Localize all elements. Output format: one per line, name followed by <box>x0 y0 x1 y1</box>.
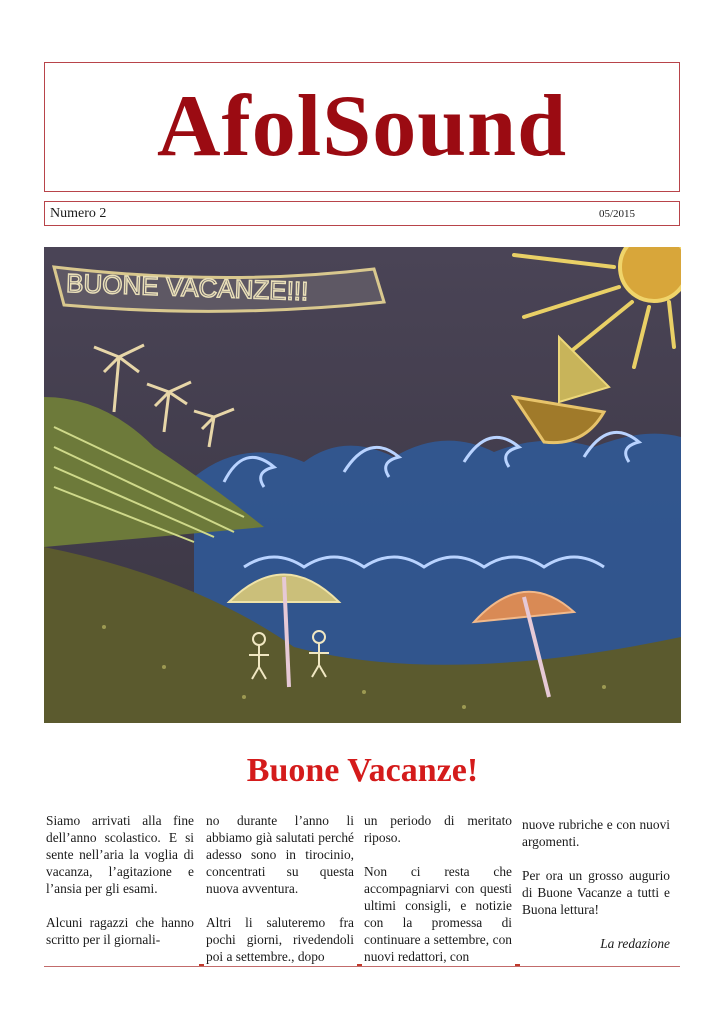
bottom-rule <box>44 966 680 967</box>
paragraph: Altri li saluteremo fra pochi giorni, rivedendoli poi a settembre., dopo <box>206 915 354 964</box>
article-column-4 <box>522 816 670 952</box>
paragraph: Per ora un grosso augurio di Buone Vacanze a tutti e Buona lettura! <box>522 868 670 917</box>
masthead <box>44 62 680 192</box>
chalkboard-illustration <box>44 247 681 723</box>
issue-date: 05/2015 <box>598 207 635 220</box>
article-headline: Buone Vacanze! <box>246 752 479 789</box>
banner-text: BUONE VACANZE!!! <box>65 267 309 307</box>
newspaper-title: AfolSound <box>156 78 568 175</box>
sun <box>620 247 681 301</box>
paragraph: un periodo di meritato riposo. <box>364 813 512 845</box>
paragraph: Siamo arrivati alla fine dell’anno scolastico. E si sente nell’aria la voglia di vacanza, l’agitazione e l’ansia per gli esami. <box>46 813 194 896</box>
paragraph: no durante l’anno li abbiamo già salutati perché adesso sono in tirocinio, concentrati su questa nuova avventura. <box>206 813 354 896</box>
paragraph: Non ci resta che accompagniarvi con questi ultimi consigli, e notizie con la promessa di continuare a settembre, con nuovi redattori, con <box>364 864 512 964</box>
article-column-1 <box>46 812 194 948</box>
issue-bar <box>44 201 680 226</box>
signature: La redazione <box>600 936 670 951</box>
paragraph: Alcuni ragazzi che hanno scritto per il giornali- <box>46 915 194 947</box>
article-column-3 <box>364 812 512 965</box>
article-column-2 <box>206 812 354 965</box>
issue-number: Numero 2 <box>50 205 107 221</box>
paragraph: nuove rubriche e con nuovi argomenti. <box>522 817 670 849</box>
